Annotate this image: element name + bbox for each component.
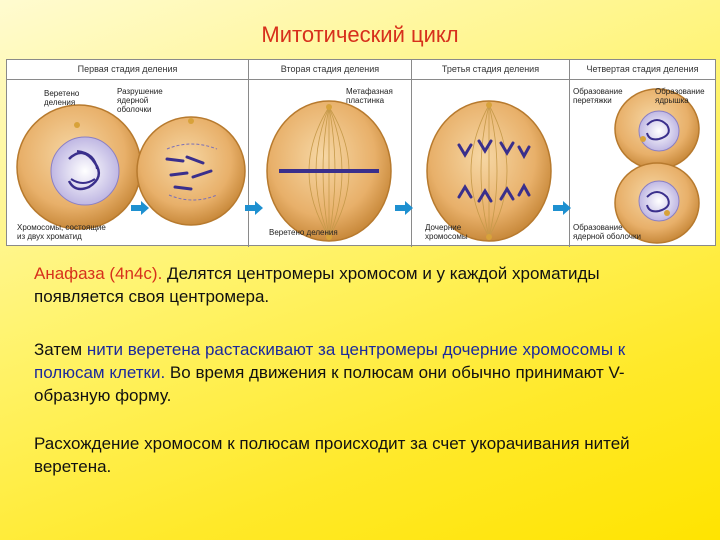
stage-header-1: Первая стадия деления	[7, 60, 248, 80]
slide-title: Митотический цикл	[261, 22, 459, 47]
label-spindle: Веретено деления	[44, 89, 80, 107]
cell-prometaphase	[137, 117, 245, 225]
label-envelope-breakdown: Разрушение ядерной оболочки	[117, 87, 163, 114]
label-nucleolus: Образование ядрышка	[655, 87, 705, 105]
label-metaphase-plate: Метафазная пластинка	[346, 87, 393, 105]
stage-header-2: Вторая стадия деления	[249, 60, 411, 80]
anaphase-description: Делятся центромеры хромосом и у каждой хроматиды появляется своя центромера.	[34, 264, 600, 306]
label-nuclear-envelope: Образование ядерной оболочки	[573, 223, 641, 241]
spindle-rest: Во время движения к полюсам они обычно принимают V-образную форму.	[34, 363, 625, 405]
label-daughter-chromosomes: Дочерние хромосомы	[425, 223, 468, 241]
mitosis-diagram	[6, 59, 716, 246]
stage-header-3: Третья стадия деления	[412, 60, 569, 80]
cell-prophase	[17, 105, 141, 229]
cell-metaphase	[267, 101, 391, 241]
label-constriction: Образование перетяжки	[573, 87, 623, 105]
label-chromosomes: Хромосомы, состоящие из двух хроматид	[17, 223, 106, 241]
spindle-highlight: нити веретена растаскивают за центромеры дочерние хромосомы к полюсам клетки.	[34, 340, 626, 382]
paragraph-anaphase	[34, 262, 694, 308]
spindle-lead: Затем	[34, 340, 87, 359]
cell-anaphase	[427, 101, 551, 241]
cell-telophase	[615, 89, 699, 243]
stage-header-4: Четвертая стадия деления	[570, 60, 715, 80]
label-spindle-division: Веретено деления	[269, 228, 338, 237]
paragraph-spindle	[34, 338, 694, 407]
paragraph-divergence: Расхождение хромосом к полюсам происходит за счет укорачивания нитей веретена.	[34, 434, 630, 476]
anaphase-term: Анафаза (4n4c).	[34, 264, 163, 283]
